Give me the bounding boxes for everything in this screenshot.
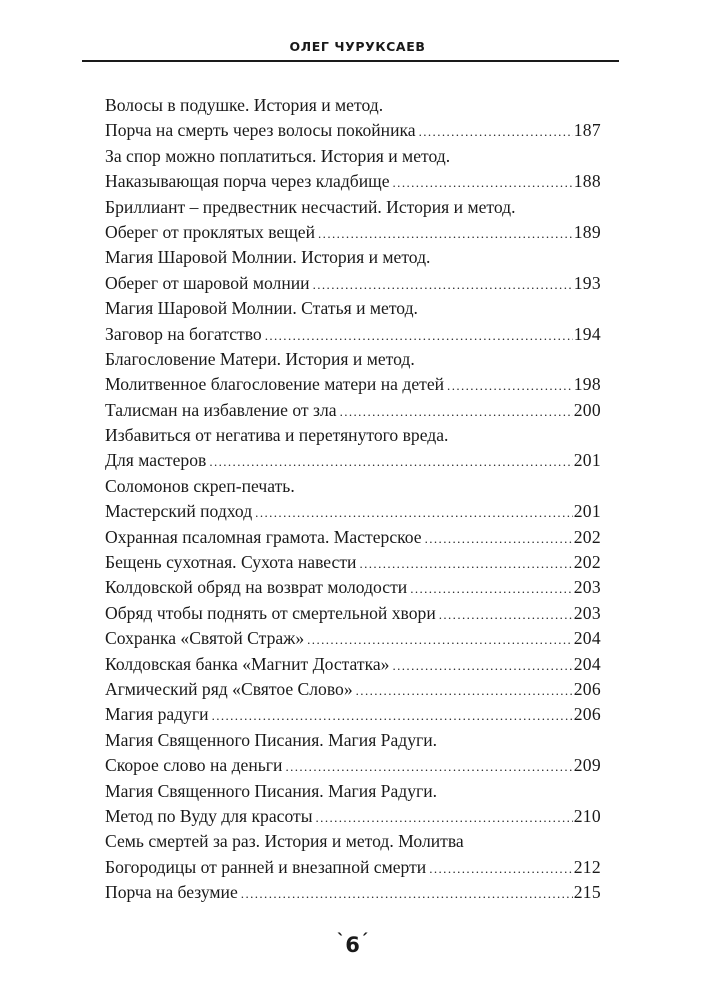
author-name: ОЛЕГ ЧУРУКСАЕВ xyxy=(289,39,426,54)
toc-entry-text: Агмический ряд «Святое Слово» xyxy=(105,678,353,699)
toc-entry-text: Магия Шаровой Молнии. Статья и метод. xyxy=(105,298,418,319)
toc-entry xyxy=(105,296,601,321)
toc-page-number: 201 xyxy=(573,450,601,471)
toc-entry xyxy=(105,804,601,829)
toc-entry xyxy=(105,525,601,550)
toc-dot-leader xyxy=(285,754,572,779)
toc-page-number: 206 xyxy=(573,704,601,725)
toc-dot-leader xyxy=(359,551,572,576)
toc-dot-leader xyxy=(392,653,572,678)
toc-entry xyxy=(105,93,601,118)
toc-dot-leader xyxy=(209,449,572,474)
toc-page-number: 203 xyxy=(573,577,601,598)
page-number xyxy=(0,932,705,960)
toc-dot-leader xyxy=(419,119,573,144)
toc-entry xyxy=(105,753,601,778)
toc-page-number: 187 xyxy=(573,120,601,141)
toc-dot-leader xyxy=(318,221,573,246)
toc-entry-text: За спор можно поплатиться. История и метод. xyxy=(105,145,451,166)
toc-entry-text: Порча на безумие xyxy=(105,882,238,903)
toc-dot-leader xyxy=(313,272,573,297)
toc-entry-text: Для мастеров xyxy=(105,450,207,471)
toc-entry xyxy=(105,423,601,448)
toc-entry xyxy=(105,575,601,600)
toc-entry xyxy=(105,880,601,905)
toc-entry xyxy=(105,779,601,804)
page-number-tick-right: ´ xyxy=(359,931,369,951)
toc-entry xyxy=(105,499,601,524)
toc-dot-leader xyxy=(447,373,573,398)
toc-entry xyxy=(105,601,601,626)
toc-entry xyxy=(105,347,601,372)
toc-page-number: 204 xyxy=(573,653,601,674)
toc-entry xyxy=(105,245,601,270)
toc-entry-text: Бещень сухотная. Сухота навести xyxy=(105,552,357,573)
toc-page-number: 188 xyxy=(573,171,601,192)
toc-entry xyxy=(105,677,601,702)
toc-dot-leader xyxy=(439,602,573,627)
toc-entry xyxy=(105,855,601,880)
toc-entry-text: Соломонов скреп-печать. xyxy=(105,475,295,496)
toc-entry xyxy=(105,829,601,854)
toc-page-number: 198 xyxy=(573,374,601,395)
toc-entry xyxy=(105,118,601,143)
toc-page-number: 209 xyxy=(573,755,601,776)
toc-entry xyxy=(105,550,601,575)
toc-entry xyxy=(105,448,601,473)
toc-page-number: 203 xyxy=(573,602,601,623)
toc-dot-leader xyxy=(340,399,573,424)
toc-dot-leader xyxy=(356,678,573,703)
toc-dot-leader xyxy=(316,805,573,830)
toc-entry-text: Магия Священного Писания. Магия Радуги. xyxy=(105,729,438,750)
toc-entry-text: Семь смертей за раз. История и метод. Молитва xyxy=(105,831,464,852)
toc-entry-text: Заговор на богатство xyxy=(105,323,262,344)
toc-entry-text: Мастерский подход xyxy=(105,501,253,522)
toc-page-number: 212 xyxy=(573,856,601,877)
running-header xyxy=(0,38,705,56)
toc-entry-text: Богородицы от ранней и внезапной смерти xyxy=(105,856,427,877)
toc-entry xyxy=(105,474,601,499)
toc-dot-leader xyxy=(255,500,573,525)
toc-entry xyxy=(105,195,601,220)
toc-dot-leader xyxy=(265,323,573,348)
toc-entry-text: Магия Священного Писания. Магия Радуги. xyxy=(105,780,438,801)
toc-entry-text: Охранная псаломная грамота. Мастерское xyxy=(105,526,422,547)
toc-entry xyxy=(105,626,601,651)
toc-entry-text: Метод по Вуду для красоты xyxy=(105,805,313,826)
toc-dot-leader xyxy=(307,627,573,652)
toc-entry-text: Оберег от шаровой молнии xyxy=(105,272,310,293)
toc-entry-text: Скорое слово на деньги xyxy=(105,755,283,776)
toc-page-number: 206 xyxy=(573,678,601,699)
toc-page-number: 201 xyxy=(573,501,601,522)
toc-entry xyxy=(105,271,601,296)
toc-page-number: 215 xyxy=(573,882,601,903)
toc-page-number: 210 xyxy=(573,805,601,826)
toc-page-number: 193 xyxy=(573,272,601,293)
toc-entry-text: Избавиться от негатива и перетянутого вреда. xyxy=(105,425,449,446)
toc-page-number: 194 xyxy=(573,323,601,344)
toc-page-number: 189 xyxy=(573,221,601,242)
toc-entry-text: Талисман на избавление от зла xyxy=(105,399,337,420)
toc-entry-text: Колдовская банка «Магнит Достатка» xyxy=(105,653,390,674)
toc-dot-leader xyxy=(410,576,573,601)
toc-dot-leader xyxy=(212,703,573,728)
toc-entry-text: Оберег от проклятых вещей xyxy=(105,221,316,242)
header-rule xyxy=(82,60,619,62)
toc-entry-text: Магия Шаровой Молнии. История и метод. xyxy=(105,247,431,268)
page-number-value: 6 xyxy=(345,933,360,957)
toc-entry xyxy=(105,372,601,397)
toc-entry xyxy=(105,702,601,727)
toc-entry xyxy=(105,322,601,347)
toc-entry xyxy=(105,728,601,753)
toc-entry xyxy=(105,144,601,169)
toc-dot-leader xyxy=(425,526,573,551)
toc-entry-text: Магия радуги xyxy=(105,704,209,725)
toc-entry-text: Обряд чтобы поднять от смертельной хвори xyxy=(105,602,436,623)
toc-entry xyxy=(105,169,601,194)
table-of-contents xyxy=(105,93,601,906)
toc-page-number: 204 xyxy=(573,628,601,649)
toc-entry-text: Молитвенное благословение матери на детей xyxy=(105,374,445,395)
toc-dot-leader xyxy=(429,856,572,881)
toc-dot-leader xyxy=(393,170,573,195)
toc-entry-text: Порча на смерть через волосы покойника xyxy=(105,120,416,141)
toc-entry-text: Колдовской обряд на возврат молодости xyxy=(105,577,408,598)
toc-entry-text: Наказывающая порча через кладбище xyxy=(105,171,390,192)
page-number-tick-left: ` xyxy=(336,931,346,951)
toc-dot-leader xyxy=(241,881,573,906)
toc-page-number: 202 xyxy=(573,552,601,573)
toc-entry-text: Волосы в подушке. История и метод. xyxy=(105,95,384,115)
toc-page-number: 200 xyxy=(573,399,601,420)
toc-entry-text: Благословение Матери. История и метод. xyxy=(105,348,415,369)
toc-entry xyxy=(105,398,601,423)
toc-entry xyxy=(105,652,601,677)
toc-page-number: 202 xyxy=(573,526,601,547)
toc-entry-text: Бриллиант – предвестник несчастий. История и метод. xyxy=(105,196,516,217)
toc-entry-text: Сохранка «Святой Страж» xyxy=(105,628,305,649)
toc-entry xyxy=(105,220,601,245)
